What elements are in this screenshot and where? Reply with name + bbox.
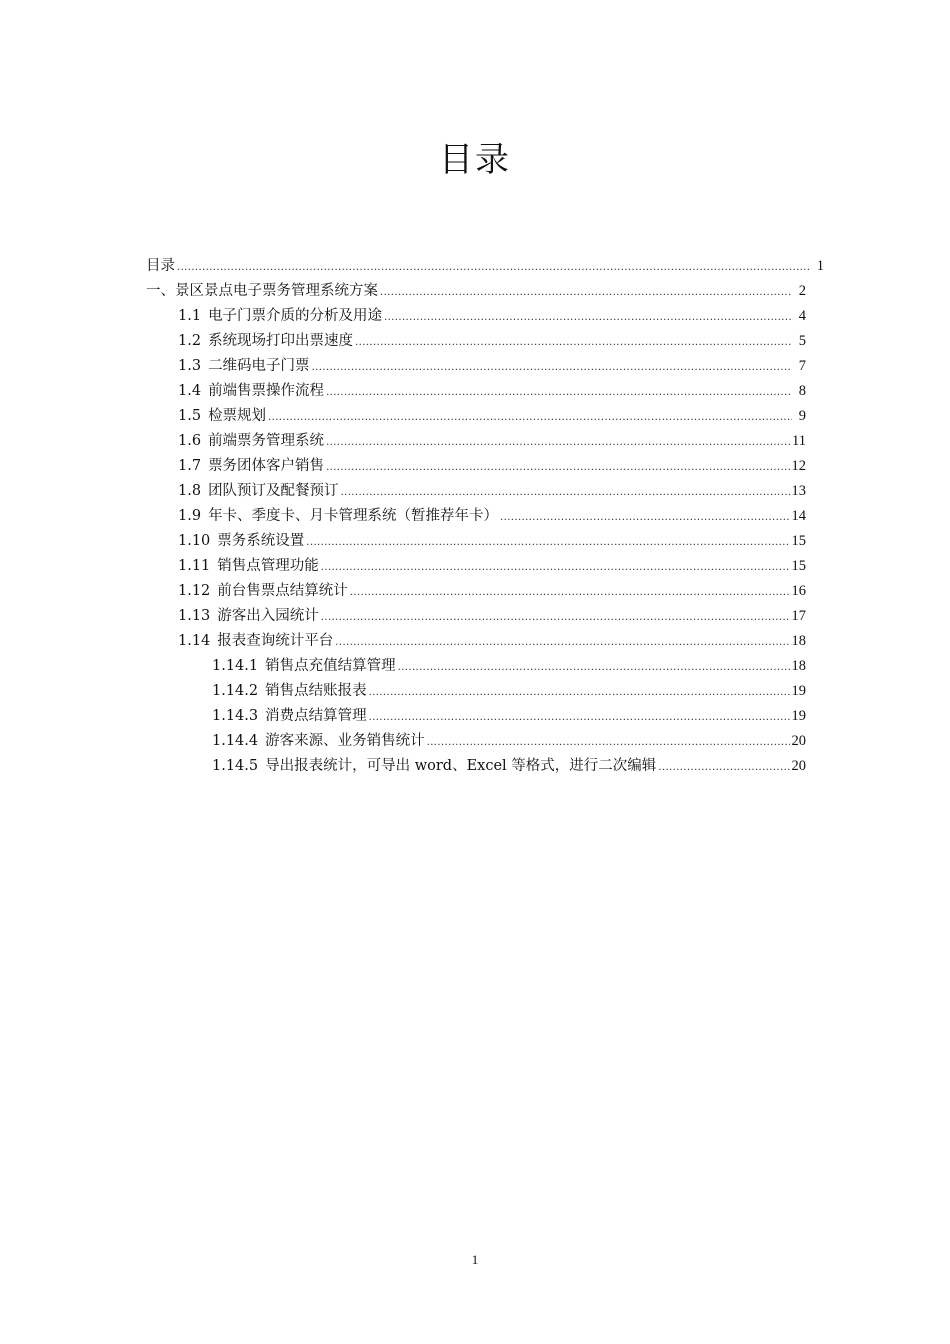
toc-entry-text: 目录 <box>146 258 175 274</box>
toc-entry-page: 1 <box>816 258 824 274</box>
toc-leader <box>326 430 790 455</box>
toc-entry-text: 前台售票点结算统计 <box>217 583 348 599</box>
toc-entry-number: 1.12 <box>178 583 211 599</box>
toc-entry-number: 1.14.1 <box>212 658 259 674</box>
toc-leader <box>306 530 789 555</box>
toc-entry[interactable] <box>212 729 806 754</box>
toc-entry-page: 18 <box>791 658 806 674</box>
toc-entry-number: 1.9 <box>178 508 202 524</box>
toc-entry-text: 前端票务管理系统 <box>208 433 325 449</box>
toc-entry-text: 消费点结算管理 <box>265 708 367 724</box>
toc-entry[interactable] <box>146 254 824 279</box>
toc-entry[interactable] <box>178 629 806 654</box>
toc-leader <box>500 505 789 530</box>
toc-entry-page: 20 <box>791 758 806 774</box>
toc-entry[interactable] <box>212 654 806 679</box>
toc-entry[interactable] <box>178 579 806 604</box>
toc-entry-text: 销售点充值结算管理 <box>265 658 396 674</box>
toc-entry-number: 1.3 <box>178 358 202 374</box>
toc-entry-number: 1.7 <box>178 458 202 474</box>
toc-entry-page: 12 <box>791 458 806 474</box>
toc-entry-page: 19 <box>791 683 806 699</box>
page-number: 1 <box>471 1252 479 1267</box>
toc-leader <box>658 755 789 780</box>
toc-leader <box>326 455 789 480</box>
toc-entry[interactable] <box>178 454 806 479</box>
toc-leader <box>321 605 790 630</box>
toc-entry-number: 1.14.5 <box>212 758 259 774</box>
toc-entry-page: 2 <box>798 283 806 299</box>
toc-entry-page: 13 <box>791 483 806 499</box>
toc-entry-page: 19 <box>791 708 806 724</box>
toc-entry-number: 1.14.4 <box>212 733 259 749</box>
toc-entry-page: 17 <box>791 608 806 624</box>
toc-entry-text: 系统现场打印出票速度 <box>208 333 354 349</box>
toc-entry[interactable] <box>178 404 806 429</box>
toc-leader <box>312 355 792 380</box>
toc-entry-text: 销售点结账报表 <box>265 683 367 699</box>
toc-entry-page: 15 <box>791 533 806 549</box>
toc-entry[interactable] <box>178 354 806 379</box>
toc-leader <box>355 330 792 355</box>
toc-entry-page: 5 <box>798 333 806 349</box>
toc-entry[interactable] <box>178 479 806 504</box>
toc-entry-text: 导出报表统计，可导出 word、Excel 等格式，进行二次编辑 <box>265 758 657 774</box>
toc-entry-number: 1.6 <box>178 433 202 449</box>
toc-leader <box>268 405 792 430</box>
toc-entry[interactable] <box>212 679 806 704</box>
toc-entry-text: 游客出入园统计 <box>217 608 319 624</box>
toc-entry-text: 游客来源、业务销售统计 <box>265 733 425 749</box>
toc-entry-text: 年卡、季度卡、月卡管理系统（暂推荐年卡） <box>208 508 499 524</box>
toc-entry-page: 14 <box>791 508 806 524</box>
toc-entry-text: 一、景区景点电子票务管理系统方案 <box>146 283 378 299</box>
toc-leader <box>369 705 790 730</box>
toc-entry-text: 电子门票介质的分析及用途 <box>208 308 383 324</box>
toc-entry[interactable] <box>178 379 806 404</box>
toc-entry-page: 8 <box>798 383 806 399</box>
toc-leader <box>177 255 810 280</box>
toc-entry[interactable] <box>178 604 806 629</box>
toc-entry-number: 1.14 <box>178 633 211 649</box>
toc-entry-text: 票务团体客户销售 <box>208 458 325 474</box>
toc-entry-number: 1.2 <box>178 333 202 349</box>
toc-leader <box>321 555 790 580</box>
toc-entry-page: 20 <box>791 733 806 749</box>
toc-leader <box>350 580 790 605</box>
toc-entry-page: 18 <box>791 633 806 649</box>
toc-leader <box>326 380 792 405</box>
toc-entry-number: 1.10 <box>178 533 211 549</box>
toc-entry-text: 团队预订及配餐预订 <box>208 483 339 499</box>
toc-entry-page: 4 <box>798 308 806 324</box>
toc-entry[interactable] <box>146 279 806 304</box>
toc-entry-text: 报表查询统计平台 <box>217 633 334 649</box>
toc-entry-text: 票务系统设置 <box>217 533 305 549</box>
toc-entry[interactable] <box>178 554 806 579</box>
toc-entry-page: 7 <box>798 358 806 374</box>
toc-entry-text: 二维码电子门票 <box>208 358 310 374</box>
toc-entry-text: 检票规划 <box>208 408 267 424</box>
toc-entry-text: 前端售票操作流程 <box>208 383 325 399</box>
toc-entry-text: 销售点管理功能 <box>217 558 319 574</box>
toc-entry[interactable] <box>178 504 806 529</box>
toc-entry-number: 1.8 <box>178 483 202 499</box>
toc-entry[interactable] <box>178 429 806 454</box>
toc-entry-page: 15 <box>791 558 806 574</box>
toc-entry-number: 1.11 <box>178 558 211 574</box>
toc-entry-page: 11 <box>792 433 806 449</box>
toc-entry[interactable] <box>212 704 806 729</box>
toc-leader <box>335 630 789 655</box>
toc-leader <box>380 280 792 305</box>
page-title: 目录 <box>439 140 511 180</box>
toc-entry[interactable] <box>178 329 806 354</box>
toc-entry-number: 1.13 <box>178 608 211 624</box>
toc-entry-number: 1.4 <box>178 383 202 399</box>
toc-entry[interactable] <box>178 304 806 329</box>
toc-entry-page: 16 <box>791 583 806 599</box>
toc-leader <box>427 730 790 755</box>
toc-leader <box>384 305 792 330</box>
toc-leader <box>341 480 790 505</box>
toc-entry[interactable] <box>178 529 806 554</box>
toc-entry-number: 1.14.3 <box>212 708 259 724</box>
toc-entry-number: 1.14.2 <box>212 683 259 699</box>
toc-leader <box>369 680 790 705</box>
toc-leader <box>398 655 790 680</box>
toc-entry-number: 1.5 <box>178 408 202 424</box>
toc-entry-number: 1.1 <box>178 308 202 324</box>
toc-entry-page: 9 <box>798 408 806 424</box>
toc-entry[interactable] <box>212 754 806 779</box>
